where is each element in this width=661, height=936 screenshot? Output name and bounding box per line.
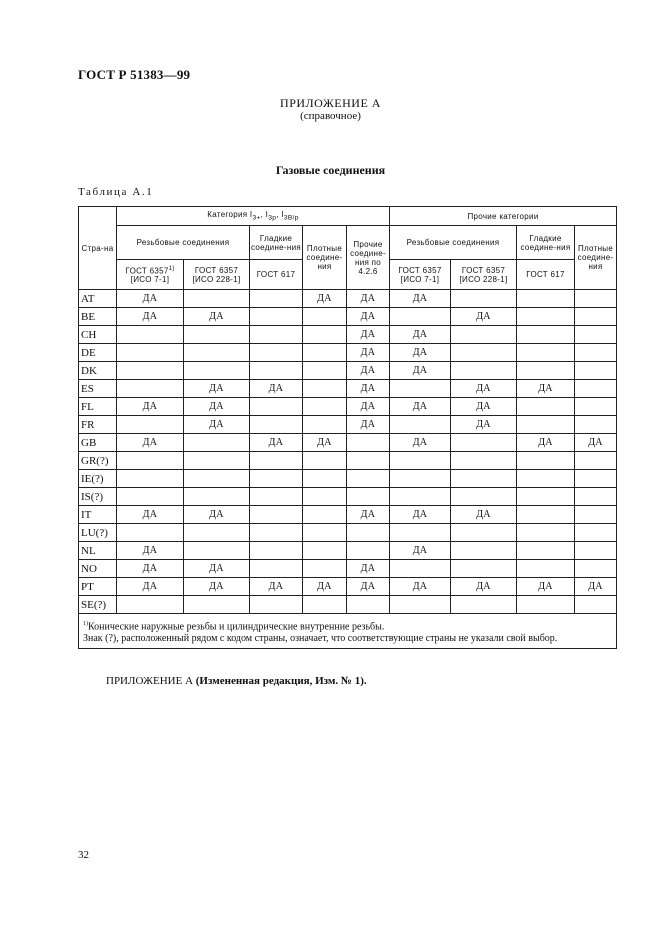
country-code: ES (79, 380, 117, 398)
table-cell (451, 290, 517, 308)
table-cell (250, 326, 303, 344)
smooth-header: Гладкие соедине-ния (250, 226, 303, 260)
table-cell: ДА (303, 578, 347, 596)
table-row (79, 506, 617, 524)
table-cell: ДА (390, 542, 451, 560)
table-cell (250, 470, 303, 488)
table-cell (575, 416, 617, 434)
table-label: Таблица А.1 (78, 186, 154, 198)
table-cell (451, 452, 517, 470)
table-cell (575, 398, 617, 416)
table-cell (575, 596, 617, 614)
table-row (79, 344, 617, 362)
table-cell (303, 308, 347, 326)
table-cell: ДА (347, 326, 390, 344)
table-row (79, 290, 617, 308)
table-cell (184, 290, 250, 308)
table-cell (517, 308, 575, 326)
table-cell (575, 308, 617, 326)
table-cell (390, 470, 451, 488)
country-code: PT (79, 578, 117, 596)
table-cell (250, 344, 303, 362)
table-cell: ДА (184, 560, 250, 578)
table-row (79, 380, 617, 398)
table-cell (517, 560, 575, 578)
table-cell (517, 398, 575, 416)
country-code: GB (79, 434, 117, 452)
smooth-header-2: Гладкие соедине-ния (517, 226, 575, 260)
table-cell (117, 452, 184, 470)
country-code: IS(?) (79, 488, 117, 506)
table-cell (517, 416, 575, 434)
table-cell (390, 452, 451, 470)
table-cell: ДА (347, 416, 390, 434)
table-cell: ДА (390, 578, 451, 596)
table-cell (184, 524, 250, 542)
country-code: LU(?) (79, 524, 117, 542)
table-cell (517, 488, 575, 506)
table-cell (184, 542, 250, 560)
table-cell (451, 542, 517, 560)
table-cell (517, 542, 575, 560)
table-cell (184, 326, 250, 344)
gost617-header: ГОСТ 617 (250, 260, 303, 290)
table-cell (250, 542, 303, 560)
country-code: IT (79, 506, 117, 524)
table-row (79, 416, 617, 434)
table-cell (517, 470, 575, 488)
table-cell (117, 380, 184, 398)
table-cell: ДА (451, 416, 517, 434)
table-cell (250, 560, 303, 578)
table-cell: ДА (250, 578, 303, 596)
table-cell (250, 398, 303, 416)
table-cell (575, 326, 617, 344)
table-cell (575, 380, 617, 398)
country-code: SE(?) (79, 596, 117, 614)
table-row (79, 308, 617, 326)
table-cell (117, 344, 184, 362)
table-cell: ДА (451, 308, 517, 326)
table-cell (390, 596, 451, 614)
table-cell: ДА (184, 308, 250, 326)
table-cell (517, 326, 575, 344)
table-cell (347, 452, 390, 470)
gost6357-iso228-header: ГОСТ 6357 [ИСО 228-1] (184, 260, 250, 290)
table-cell (451, 488, 517, 506)
table-row (79, 326, 617, 344)
table-cell: ДА (451, 506, 517, 524)
table-cell: ДА (117, 434, 184, 452)
table-footnote (79, 614, 617, 649)
footnote-row (79, 614, 617, 649)
table-cell: ДА (390, 344, 451, 362)
table-cell (117, 596, 184, 614)
table-cell: ДА (390, 398, 451, 416)
country-code: BE (79, 308, 117, 326)
table-cell (303, 398, 347, 416)
table-cell (117, 488, 184, 506)
table-cell (575, 362, 617, 380)
table-cell: ДА (117, 308, 184, 326)
table-cell (575, 470, 617, 488)
table-cell (451, 596, 517, 614)
table-cell (517, 524, 575, 542)
table-row (79, 488, 617, 506)
table-cell (303, 542, 347, 560)
table-cell (347, 524, 390, 542)
table-cell (184, 362, 250, 380)
table-row (79, 578, 617, 596)
table-cell: ДА (575, 434, 617, 452)
other-connections-header: Прочие соедине-ния по 4.2.6 (347, 226, 390, 290)
table-cell (117, 362, 184, 380)
dense-header-2: Плотные соедине-ния (575, 226, 617, 290)
table-cell: ДА (117, 542, 184, 560)
table-cell: ДА (347, 290, 390, 308)
table-cell: ДА (347, 560, 390, 578)
table-cell (117, 524, 184, 542)
table-cell (575, 560, 617, 578)
table-cell (184, 434, 250, 452)
country-code: IE(?) (79, 470, 117, 488)
table-cell: ДА (347, 398, 390, 416)
table-cell: ДА (451, 398, 517, 416)
table-cell (390, 488, 451, 506)
country-code: NL (79, 542, 117, 560)
table-cell: ДА (347, 344, 390, 362)
table-row (79, 542, 617, 560)
annex-subtitle: (справочное) (300, 110, 361, 122)
table-cell (303, 488, 347, 506)
table-cell: ДА (184, 416, 250, 434)
gost6357-iso7-header-2: ГОСТ 6357 [ИСО 7-1] (390, 260, 451, 290)
country-code: DE (79, 344, 117, 362)
page-number: 32 (78, 849, 89, 861)
table-cell (517, 290, 575, 308)
table-cell: ДА (451, 380, 517, 398)
table-row (79, 434, 617, 452)
table-cell: ДА (390, 506, 451, 524)
table-cell (575, 452, 617, 470)
table-cell (303, 560, 347, 578)
gas-connections-table (78, 206, 617, 649)
table-cell: ДА (347, 308, 390, 326)
table-cell (184, 488, 250, 506)
table-cell (303, 416, 347, 434)
other-categories-header: Прочие категории (390, 207, 617, 226)
table-cell (451, 434, 517, 452)
dense-header: Плотные соедине-ния (303, 226, 347, 290)
table-cell (451, 326, 517, 344)
table-cell (303, 344, 347, 362)
table-cell: ДА (390, 326, 451, 344)
table-cell (184, 452, 250, 470)
table-cell: ДА (517, 434, 575, 452)
table-cell: ДА (184, 506, 250, 524)
table-cell: ДА (303, 434, 347, 452)
table-cell (517, 344, 575, 362)
threaded-header-2: Резьбовые соединения (390, 226, 517, 260)
table-row (79, 596, 617, 614)
table-cell (250, 488, 303, 506)
table-cell: ДА (184, 578, 250, 596)
table-cell (517, 506, 575, 524)
table-cell (250, 524, 303, 542)
table-cell (347, 488, 390, 506)
table-cell (575, 524, 617, 542)
table-cell (451, 470, 517, 488)
table-cell (517, 452, 575, 470)
section-title: Газовые соединения (275, 163, 386, 177)
table-cell (303, 326, 347, 344)
table-row (79, 470, 617, 488)
table-cell: ДА (390, 434, 451, 452)
table-cell (451, 344, 517, 362)
table-cell: ДА (250, 434, 303, 452)
table-cell (184, 596, 250, 614)
table-cell (250, 596, 303, 614)
table-cell (517, 362, 575, 380)
note-line: Знак (?), расположенный рядом с кодом страны, означает, что соответствующие страны не указали свой выбор. (83, 633, 558, 645)
table-cell: ДА (117, 506, 184, 524)
table-cell (303, 524, 347, 542)
table-cell (451, 524, 517, 542)
table-cell (117, 326, 184, 344)
table-cell: ДА (347, 362, 390, 380)
table-cell (390, 524, 451, 542)
table-cell (250, 416, 303, 434)
table-cell: ДА (517, 578, 575, 596)
table-cell: ДА (390, 362, 451, 380)
country-code: FR (79, 416, 117, 434)
table-cell (575, 506, 617, 524)
document-header: ГОСТ Р 51383—99 (78, 67, 191, 82)
table-cell (250, 290, 303, 308)
table-cell (303, 362, 347, 380)
table-cell: ДА (117, 560, 184, 578)
table-cell: ДА (347, 506, 390, 524)
table-cell (390, 308, 451, 326)
table-cell (347, 596, 390, 614)
table-cell (184, 470, 250, 488)
gost6357-iso228-header-2: ГОСТ 6357 [ИСО 228-1] (451, 260, 517, 290)
country-header: Стра-на (79, 207, 117, 290)
table-cell (451, 362, 517, 380)
table-cell (347, 470, 390, 488)
table-cell: ДА (117, 290, 184, 308)
table-cell (303, 452, 347, 470)
table-cell (250, 362, 303, 380)
annex-title: ПРИЛОЖЕНИЕ А (280, 96, 381, 110)
table-cell (575, 290, 617, 308)
table-row (79, 524, 617, 542)
table-cell: ДА (184, 398, 250, 416)
table-cell (117, 416, 184, 434)
country-code: NO (79, 560, 117, 578)
table-cell (347, 434, 390, 452)
table-cell: ДА (117, 398, 184, 416)
table-cell: ДА (451, 578, 517, 596)
table-cell (303, 470, 347, 488)
table-row (79, 398, 617, 416)
table-cell (347, 542, 390, 560)
gost6357-iso7-header: ГОСТ 6357$^{1)}$ [ИСО 7-1] (117, 260, 184, 290)
table-cell (575, 344, 617, 362)
amendment-note: ПРИЛОЖЕНИЕ А (Измененная редакция, Изм. № 1). (106, 675, 367, 687)
threaded-header: Резьбовые соединения (117, 226, 250, 260)
country-code: GR(?) (79, 452, 117, 470)
table-cell: ДА (347, 380, 390, 398)
footnote-line: $^{1)}$Конические наружные резьбы и цилиндрические внутренние резьбы. (83, 621, 385, 633)
country-code: FL (79, 398, 117, 416)
table-cell: ДА (575, 578, 617, 596)
table-cell (250, 506, 303, 524)
table-cell (184, 344, 250, 362)
table-cell: ДА (184, 380, 250, 398)
table-cell (303, 506, 347, 524)
table-row (79, 362, 617, 380)
table-cell: ДА (117, 578, 184, 596)
table-cell: ДА (347, 578, 390, 596)
table-row (79, 560, 617, 578)
country-code: CH (79, 326, 117, 344)
gost617-header-2: ГОСТ 617 (517, 260, 575, 290)
country-code: AT (79, 290, 117, 308)
table-cell: ДА (517, 380, 575, 398)
table-cell (390, 560, 451, 578)
table-cell (575, 542, 617, 560)
table-cell (250, 308, 303, 326)
table-cell: ДА (390, 290, 451, 308)
table-cell (451, 560, 517, 578)
table-cell: ДА (250, 380, 303, 398)
table-cell (250, 452, 303, 470)
table-row (79, 452, 617, 470)
table-cell (303, 596, 347, 614)
table-cell (303, 380, 347, 398)
table-cell (117, 470, 184, 488)
table-cell (517, 596, 575, 614)
table-cell (390, 416, 451, 434)
category-group-header: Категория $I_{3+}$, $I_{3p}$, $I_{3B/p}$ (117, 207, 390, 226)
country-code: DK (79, 362, 117, 380)
table-cell (390, 380, 451, 398)
table-cell: ДА (303, 290, 347, 308)
table-cell (575, 488, 617, 506)
